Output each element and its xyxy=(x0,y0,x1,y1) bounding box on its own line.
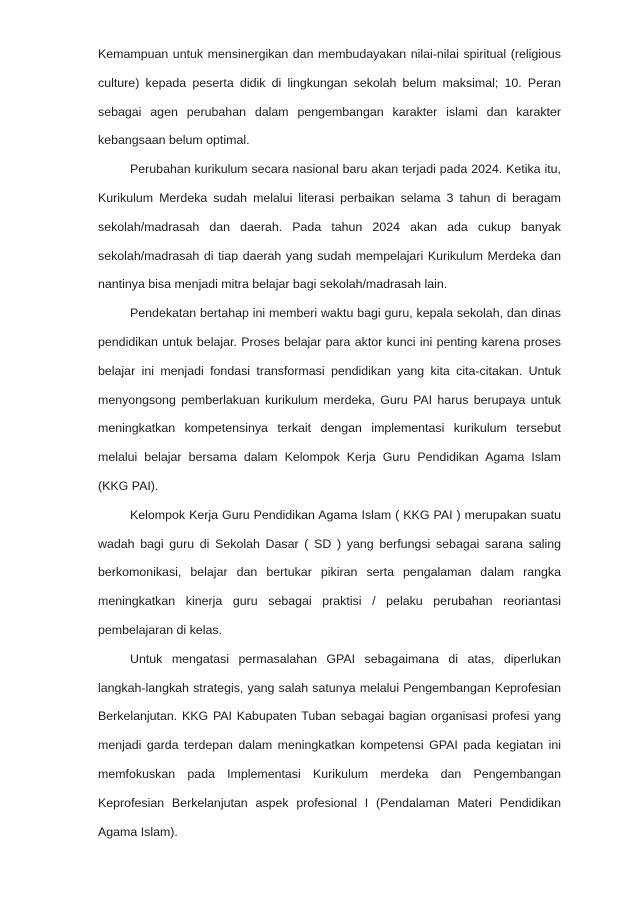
body-text xyxy=(98,40,561,846)
paragraph-5: Untuk mengatasi permasalahan GPAI sebagaimana di atas, diperlukan langkah-langkah strategis, yang salah satunya melalui Pengembangan Keprofesian Berkelanjutan. KKG PAI Kabupaten Tuban sebagai bagian organisasi profesi yang menjadi garda terdepan dalam meningkatkan kompetensi GPAI pada kegiatan ini memfokuskan pada Implementasi Kurikulum merdeka dan Pengembangan Keprofesian Berkelanjutan aspek profesional I (Pendalaman Materi Pendidikan Agama Islam). xyxy=(98,651,561,839)
paragraph-1: Kemampuan untuk mensinergikan dan membudayakan nilai-nilai spiritual (religious culture) kepada peserta didik di lingkungan sekolah belum maksimal; 10. Peran sebagai agen perubahan dalam pengembangan karakter islami dan karakter kebangsaan belum optimal. xyxy=(98,47,561,148)
paragraph-3: Pendekatan bertahap ini memberi waktu bagi guru, kepala sekolah, dan dinas pendidikan untuk belajar. Proses belajar para aktor kunci ini penting karena proses belajar ini menjadi fondasi transformasi pendidikan yang kita cita-citakan. Untuk menyongsong pemberlakuan kurikulum merdeka, Guru PAI harus berupaya untuk meningkatkan kompetensinya terkait dengan implementasi kurikulum tersebut melalui belajar bersama dalam Kelompok Kerja Guru Pendidikan Agama Islam (KKG PAI). xyxy=(98,306,561,493)
paragraph-4: Kelompok Kerja Guru Pendidikan Agama Islam ( KKG PAI ) merupakan suatu wadah bagi guru di Sekolah Dasar ( SD ) yang berfungsi sebagai sarana saling berkomonikasi, belajar dan bertukar pikiran serta pengalaman dalam rangka meningkatkan kinerja guru sebagai praktisi / pelaku perubahan reoriantasi pembelajaran di kelas. xyxy=(98,507,561,637)
paragraph-2: Perubahan kurikulum secara nasional baru akan terjadi pada 2024. Ketika itu, Kurikulum Merdeka sudah melalui literasi perbaikan selama 3 tahun di beragam sekolah/madrasah dan daerah. Pada tahun 2024 akan ada cukup banyak sekolah/madrasah di tiap daerah yang sudah mempelajari Kurikulum Merdeka dan nantinya bisa menjadi mitra belajar bagi sekolah/madrasah lain. xyxy=(98,162,561,292)
